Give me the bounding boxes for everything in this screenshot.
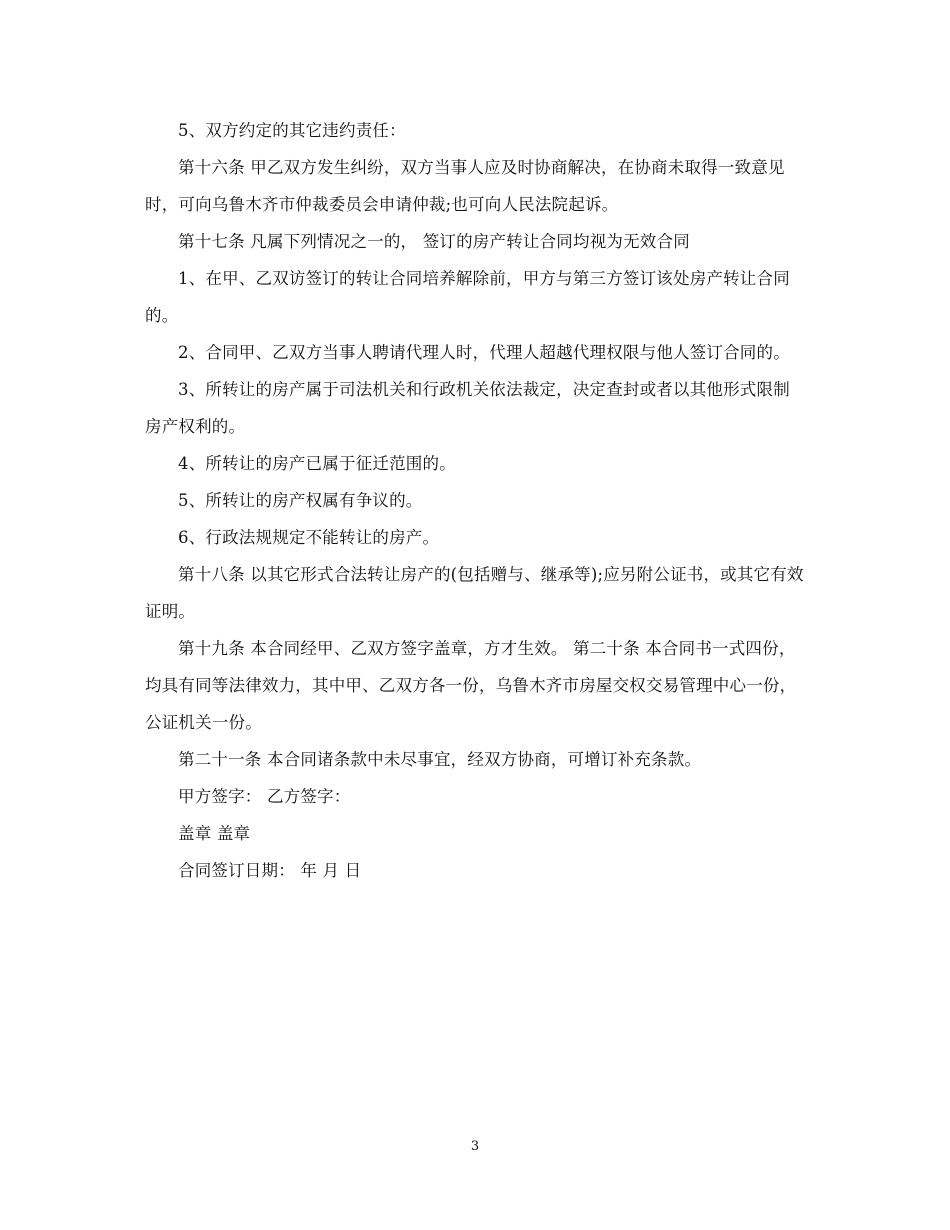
invalid-case-2: 2、合同甲、乙双方当事人聘请代理人时，代理人超越代理权限与他人签订合同的。: [178, 343, 790, 362]
signature-line: 甲方签字： 乙方签字：: [178, 787, 351, 806]
article-17-invalid-contract: 第十七条 凡属下列情况之一的， 签订的房产转让合同均视为无效合同: [178, 232, 690, 251]
invalid-case-5: 5、所转让的房产权属有争议的。: [178, 491, 423, 510]
document-body: [145, 112, 805, 889]
invalid-case-3: 3、所转让的房产属于司法机关和行政机关依法裁定，决定查封或者以其他形式限制房产权利的。: [145, 380, 790, 436]
page-number: 3: [470, 1139, 480, 1154]
signing-date-line: 合同签订日期： 年 月 日: [178, 861, 362, 880]
invalid-case-1: 1、在甲、乙双访签订的转让合同培养解除前，甲方与第三方签订该处房产转让合同的。: [145, 269, 790, 325]
invalid-case-6: 6、行政法规规定不能转让的房产。: [178, 528, 440, 547]
article-21-supplement: 第二十一条 本合同诸条款中未尽事宜，经双方协商，可增订补充条款。: [178, 750, 702, 769]
article-18-other-transfer: 第十八条 以其它形式合法转让房产的(包括赠与、继承等);应另附公证书，或其它有效证明。: [145, 565, 804, 621]
clause-5-other-liability: 5、双方约定的其它违约责任：: [178, 121, 406, 140]
seal-line: 盖章 盖章: [178, 824, 251, 843]
article-16-dispute: 第十六条 甲乙双方发生纠纷，双方当事人应及时协商解决，在协商未取得一致意见时，可向乌鲁木齐市仲裁委员会申请仲裁;也可向人民法院起诉。: [145, 158, 785, 214]
article-19-20-effect-copies: 第十九条 本合同经甲、乙双方签字盖章，方才生效。 第二十条 本合同书一式四份，均具有同等法律效力，其中甲、乙双方各一份，乌鲁木齐市房屋交权交易管理中心一份，公证机关一份。: [145, 639, 797, 732]
invalid-case-4: 4、所转让的房产已属于征迁范围的。: [178, 454, 456, 473]
